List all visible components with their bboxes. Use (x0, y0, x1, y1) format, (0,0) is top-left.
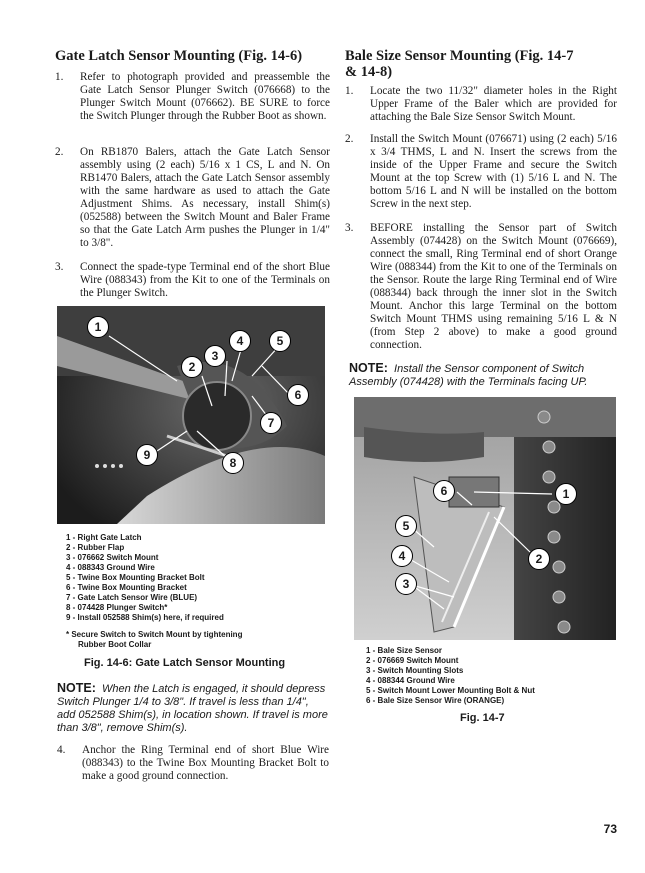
step-text: On RB1870 Balers, attach the Gate Latch Sensor assembly using (2 each) 5/16 x 1 CS, L and N. On RB1470 Balers, attach the Gate Latch Sensor assembly with the same hardware as used to attach the Gate Adjustment Shims. As necessary, install Shim(s) (052588) between the Switch Mount and Baler Frame so that the Gate Latch Arm pushes the Plunger in 1/4" to 3/8". (80, 146, 330, 249)
gate-latch-photo (57, 306, 325, 524)
step-text: Anchor the Ring Terminal end of short Blue Wire (088343) to the Twine Box Mounting Bracket Bolt to make a good ground connection. (82, 744, 329, 782)
legend-item: 3 - 076662 Switch Mount (66, 553, 159, 562)
page-number: 73 (603, 822, 617, 836)
legend-item: 2 - Rubber Flap (66, 543, 125, 552)
callout-6: 6 (433, 480, 455, 502)
callout-8: 8 (222, 452, 244, 474)
callout-5: 5 (395, 515, 417, 537)
step-text: BEFORE installing the Sensor part of Switch Assembly (074428) on the Switch Mount (076669), connect the small, Ring Terminal end of short Orange Wire (088344) from the Kit to one of the Terminals on the Sensor. Route the large Ring Terminal end of Wire (088344) back through the inner slot in the Switch Mount. Anchor this large Terminal on the bottom Switch Mount THMS using remaining 5/16 L & N (from Step 2 above) to make a good ground connection. (370, 222, 617, 351)
legend-item: 6 - Twine Box Mounting Bracket (66, 583, 187, 592)
callout-9: 9 (136, 444, 158, 466)
right-step-2 (345, 133, 617, 211)
fig-14-6-caption: Fig. 14-6: Gate Latch Sensor Mounting (84, 657, 286, 669)
legend-item: 5 - Switch Mount Lower Mounting Bolt & Nut (366, 686, 535, 695)
callout-2: 2 (181, 356, 203, 378)
legend-item: 7 - Gate Latch Sensor Wire (BLUE) (66, 593, 198, 602)
left-step-3 (55, 261, 330, 300)
legend-item: 1 - Right Gate Latch (66, 533, 142, 542)
legend-item: 3 - Switch Mounting Slots (366, 666, 464, 675)
legend-item: 6 - Bale Size Sensor Wire (ORANGE) (366, 696, 505, 705)
callout-6: 6 (287, 384, 309, 406)
step-text: Locate the two 11/32" diameter holes in the Right Upper Frame of the Baler which are provided for attaching the Bale Size Sensor Switch Mount. (370, 85, 617, 123)
right-note (349, 362, 617, 389)
legend-item: 4 - 088344 Ground Wire (366, 676, 455, 685)
note-text: When the Latch is engaged, it should depress Switch Plunger 1/4 to 3/8". If travel is less than 1/4", add 052588 Shim(s), in location shown. If travel is more than 3/8", remove Shim(s). (57, 683, 328, 734)
left-step-4 (57, 744, 329, 783)
fig-14-7-caption: Fig. 14-7 (460, 712, 505, 724)
callout-1: 1 (555, 483, 577, 505)
step-number: 1. (345, 85, 354, 97)
callout-1: 1 (87, 316, 109, 338)
bale-size-legend (366, 646, 535, 706)
legend-item: 2 - 076669 Switch Mount (366, 656, 459, 665)
step-text: Refer to photograph provided and preassemble the Gate Latch Sensor Plunger Switch (076668) to the Plunger Switch Mount (076662). BE SURE to force the Switch Plunger through the Rubber Boot as shown. (80, 71, 330, 122)
callout-5: 5 (269, 330, 291, 352)
legend-item: 5 - Twine Box Mounting Bracket Bolt (66, 573, 205, 582)
legend-item: 4 - 088343 Ground Wire (66, 563, 155, 572)
step-number: 3. (345, 222, 354, 234)
note-label: NOTE: (57, 681, 96, 695)
legend-item: 1 - Bale Size Sensor (366, 646, 443, 655)
bale-size-heading-line1: Bale Size Sensor Mounting (Fig. 14-7 (345, 48, 574, 64)
right-step-3 (345, 222, 617, 352)
callout-2: 2 (528, 548, 550, 570)
step-text: Install the Switch Mount (076671) using (2 each) 5/16 x 3/4 THMS, L and N. Insert the screws from the inside of the Upper Frame and secure the Switch Mount at the top Screw with (1) 5/16 L and N. The bottom 5/16 L and N will be installed on the bottom Screw in the next step. (370, 133, 617, 210)
step-number: 2. (345, 133, 354, 145)
legend-footnote: Rubber Boot Collar (78, 640, 152, 649)
left-step-1 (55, 71, 330, 123)
legend-item: 8 - 074428 Plunger Switch* (66, 603, 168, 612)
bale-size-heading-line2: & 14-8) (345, 64, 393, 80)
step-number: 3. (55, 261, 64, 273)
step-number: 2. (55, 146, 64, 158)
bale-size-photo (354, 397, 616, 640)
callout-3: 3 (395, 573, 417, 595)
gate-latch-heading: Gate Latch Sensor Mounting (Fig. 14-6) (55, 48, 303, 64)
legend-item: 9 - Install 052588 Shim(s) here, if required (66, 613, 224, 622)
legend-footnote: * Secure Switch to Switch Mount by tightening (66, 630, 243, 639)
callout-3: 3 (204, 345, 226, 367)
step-text: Connect the spade-type Terminal end of the short Blue Wire (088343) from the Kit to one of the Terminals on the Plunger Switch. (80, 261, 330, 299)
right-step-1 (345, 85, 617, 124)
callout-4: 4 (391, 545, 413, 567)
bale-size-photo-art (354, 397, 616, 640)
note-label: NOTE: (349, 361, 388, 375)
left-step-2 (55, 146, 330, 250)
note-text: Install the Sensor component of Switch Assembly (074428) with the Terminals facing UP. (349, 363, 588, 388)
callout-7: 7 (260, 412, 282, 434)
step-number: 4. (57, 744, 66, 756)
gate-latch-legend (66, 533, 242, 650)
callout-4: 4 (229, 330, 251, 352)
step-number: 1. (55, 71, 64, 83)
left-note (57, 682, 329, 735)
